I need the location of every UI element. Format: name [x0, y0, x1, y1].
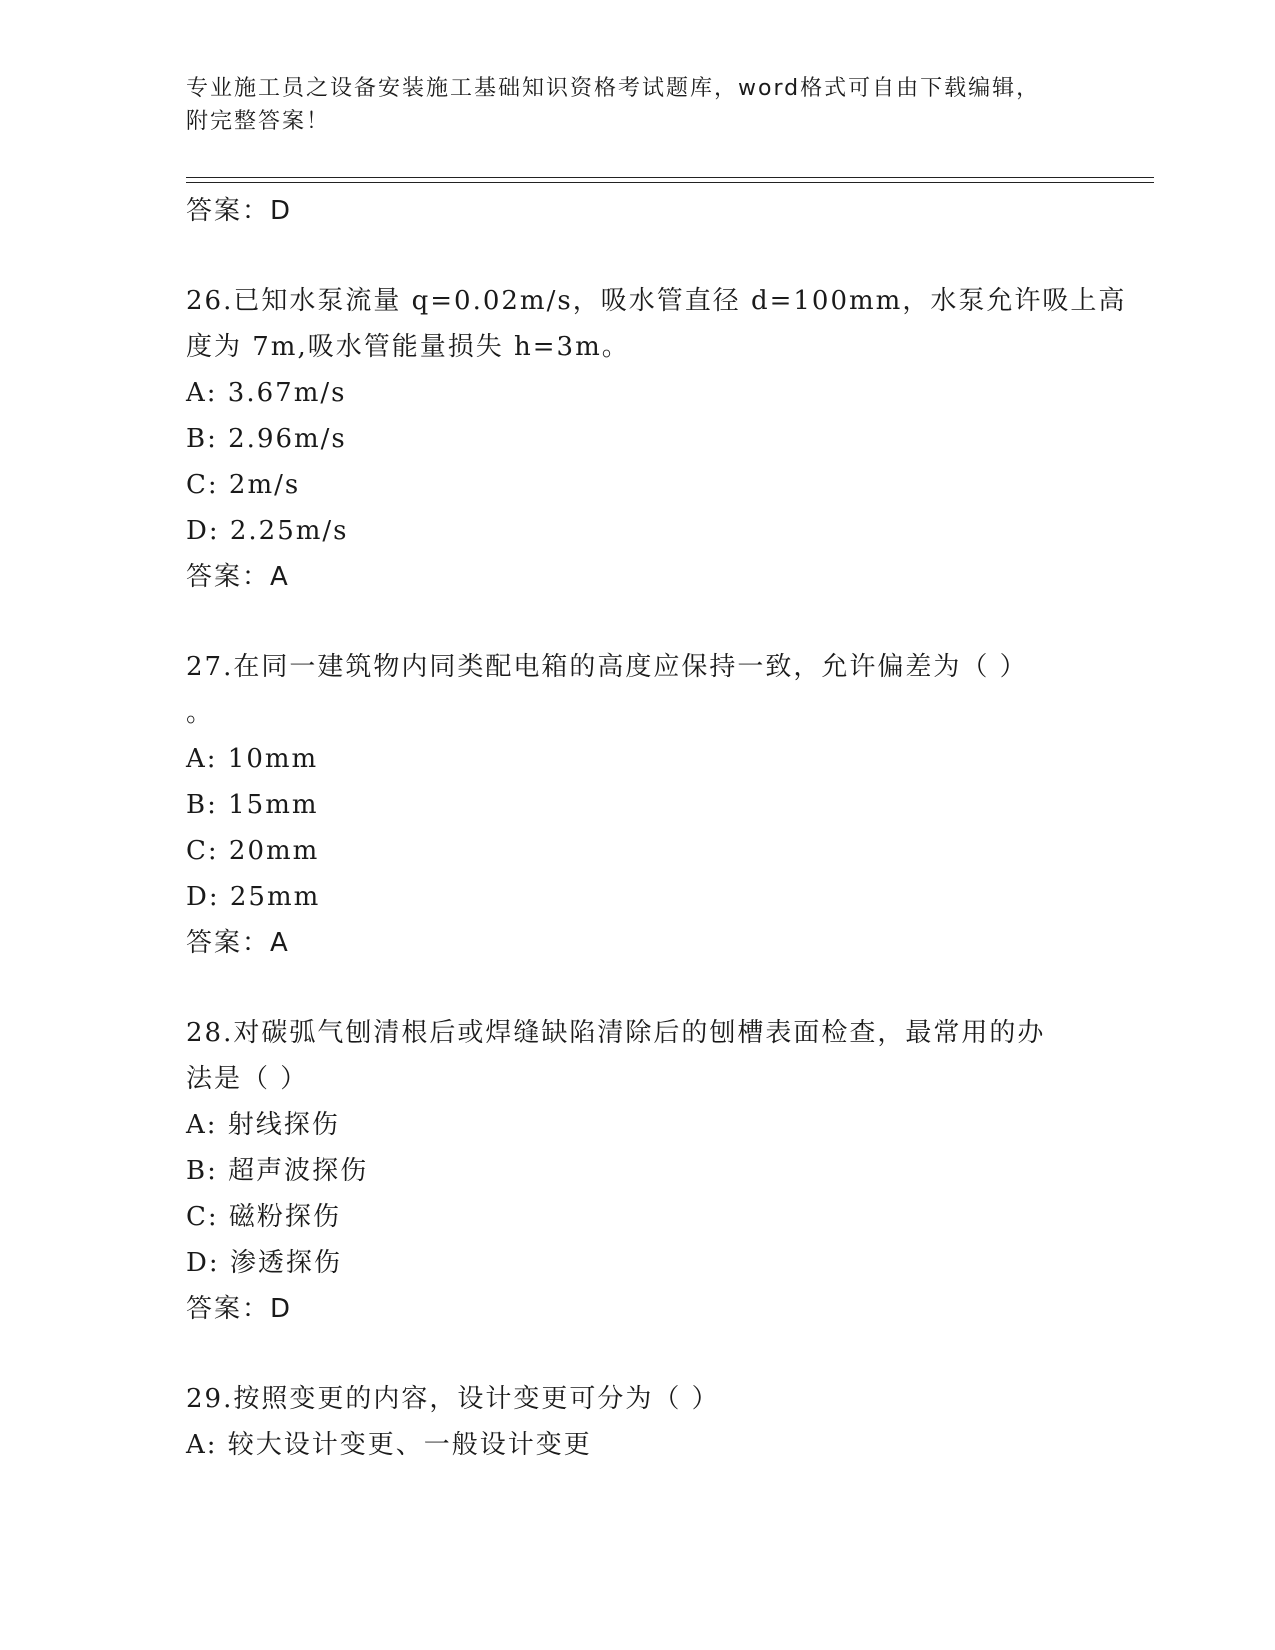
answer-line: 答案：A: [186, 928, 290, 958]
option-d: D: 渗透探伤: [186, 1248, 342, 1278]
option-c: C: 磁粉探伤: [186, 1202, 341, 1232]
option-a: A: 3.67m/s: [186, 378, 347, 408]
header-divider-top: [186, 177, 1154, 178]
question-stem: 29.按照变更的内容，设计变更可分为（ ）: [186, 1384, 720, 1414]
option-a: A: 10mm: [186, 744, 319, 774]
option-d: D: 2.25m/s: [186, 516, 349, 546]
option-c: C: 2m/s: [186, 470, 301, 500]
answer-line: 答案：D: [186, 1294, 293, 1324]
question-stem: 度为 7m,吸水管能量损失 h=3m。: [186, 332, 630, 362]
spacer: [186, 234, 1066, 278]
header-divider-bottom: [186, 182, 1154, 183]
question-26: [186, 278, 1127, 600]
option-b: B: 15mm: [186, 790, 319, 820]
option-a: A: 射线探伤: [186, 1110, 340, 1140]
option-b: B: 超声波探伤: [186, 1156, 369, 1186]
option-c: C: 20mm: [186, 836, 320, 866]
document-header: [186, 72, 1066, 138]
document-body: [186, 188, 1127, 1468]
question-stem: 。: [186, 698, 215, 728]
header-line-2: 附完整答案！: [186, 109, 331, 134]
question-27: [186, 644, 1066, 966]
answer-line: 答案：D: [186, 196, 293, 226]
header-line-1: 专业施工员之设备安装施工基础知识资格考试题库，word格式可自由下载编辑，: [186, 76, 1041, 101]
question-stem: 28.对碳弧气刨清根后或焊缝缺陷清除后的刨槽表面检查，最常用的办: [186, 1018, 1046, 1048]
question-stem: 27.在同一建筑物内同类配电箱的高度应保持一致，允许偏差为（ ）: [186, 652, 1028, 682]
answer-line: 答案：A: [186, 562, 290, 592]
question-stem: 26.已知水泵流量 q=0.02m/s，吸水管直径 d=100mm，水泵允许吸上高: [186, 286, 1127, 316]
question-29: [186, 1376, 1066, 1468]
option-b: B: 2.96m/s: [186, 424, 347, 454]
spacer: [186, 1332, 1066, 1376]
spacer: [186, 966, 1066, 1010]
question-stem: 法是（ ）: [186, 1064, 309, 1094]
question-28: [186, 1010, 1066, 1332]
spacer: [186, 600, 1066, 644]
option-a: A: 较大设计变更、一般设计变更: [186, 1430, 592, 1460]
option-d: D: 25mm: [186, 882, 321, 912]
